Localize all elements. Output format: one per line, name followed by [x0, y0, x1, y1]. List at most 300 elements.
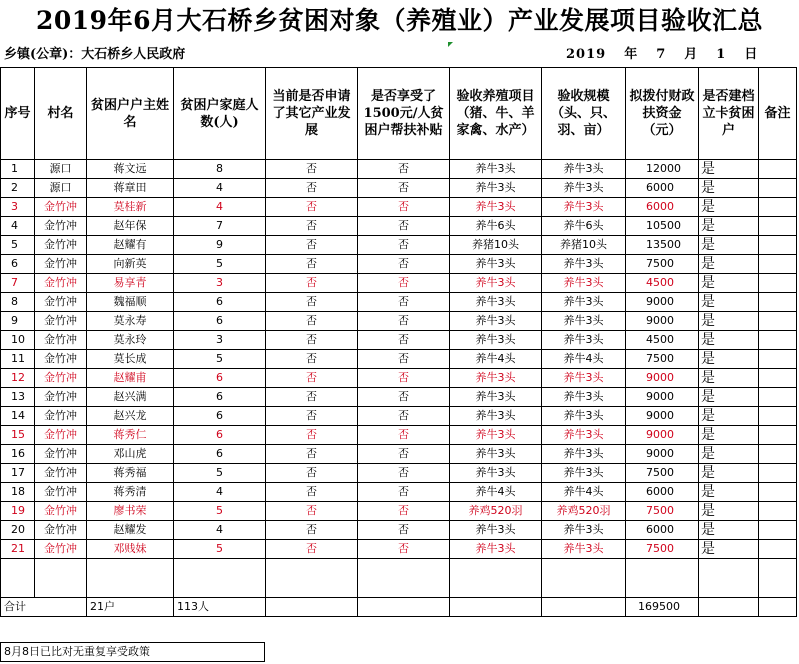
registered-poor-flag[interactable]: 是 — [699, 388, 759, 407]
remark-cell[interactable] — [759, 521, 797, 540]
household-head-name[interactable]: 邓山虎 — [87, 445, 174, 464]
registered-poor-flag[interactable]: 是 — [699, 274, 759, 293]
fund-amount[interactable]: 6000 — [626, 179, 699, 198]
table-row — [1, 388, 797, 407]
registered-poor-flag[interactable]: 是 — [699, 464, 759, 483]
remark-cell[interactable] — [759, 350, 797, 369]
unit-label: 乡镇(公章)：大石桥乡人民政府 — [4, 47, 186, 62]
date-day: 1 — [716, 47, 727, 62]
other-industry-applied[interactable]: 否 — [266, 388, 358, 407]
household-head-name[interactable]: 易享青 — [87, 274, 174, 293]
table-cell[interactable] — [174, 559, 266, 598]
table-cell[interactable] — [1, 559, 35, 598]
livestock-project[interactable]: 养牛3头 — [450, 160, 542, 179]
subsidy-received[interactable]: 否 — [358, 521, 450, 540]
village-name[interactable]: 金竹冲 — [35, 350, 87, 369]
remark-cell[interactable] — [759, 331, 797, 350]
livestock-project[interactable]: 养牛3头 — [450, 407, 542, 426]
household-size[interactable]: 6 — [174, 293, 266, 312]
household-size[interactable]: 6 — [174, 407, 266, 426]
household-size[interactable]: 7 — [174, 217, 266, 236]
subsidy-received[interactable]: 否 — [358, 198, 450, 217]
household-head-name[interactable]: 廖书荣 — [87, 502, 174, 521]
fund-amount[interactable]: 6000 — [626, 521, 699, 540]
registered-poor-flag[interactable]: 是 — [699, 255, 759, 274]
row-number[interactable]: 5 — [1, 236, 35, 255]
remark-cell[interactable] — [759, 369, 797, 388]
header-cell[interactable]: 拟拨付财政扶资金（元） — [626, 68, 699, 160]
cell-comment-marker[interactable] — [448, 42, 453, 47]
livestock-scale[interactable]: 养鸡520羽 — [542, 502, 626, 521]
livestock-project[interactable]: 养牛3头 — [450, 369, 542, 388]
fund-amount[interactable]: 9000 — [626, 312, 699, 331]
household-head-name[interactable]: 向新英 — [87, 255, 174, 274]
other-industry-applied[interactable]: 否 — [266, 217, 358, 236]
other-industry-applied[interactable]: 否 — [266, 540, 358, 559]
other-industry-applied[interactable]: 否 — [266, 369, 358, 388]
table-row — [1, 236, 797, 255]
village-name[interactable]: 金竹冲 — [35, 331, 87, 350]
village-name[interactable]: 金竹冲 — [35, 236, 87, 255]
subsidy-received[interactable]: 否 — [358, 255, 450, 274]
village-name[interactable]: 金竹冲 — [35, 312, 87, 331]
header-cell[interactable]: 验收规模（头、只、羽、亩） — [542, 68, 626, 160]
remark-cell[interactable] — [759, 540, 797, 559]
registered-poor-flag[interactable]: 是 — [699, 160, 759, 179]
household-head-name[interactable]: 莫桂新 — [87, 198, 174, 217]
household-size[interactable]: 5 — [174, 350, 266, 369]
subsidy-received[interactable]: 否 — [358, 540, 450, 559]
livestock-project[interactable]: 养牛3头 — [450, 426, 542, 445]
subsidy-received[interactable]: 否 — [358, 426, 450, 445]
household-size[interactable]: 6 — [174, 369, 266, 388]
table-cell[interactable] — [35, 559, 87, 598]
household-head-name[interactable]: 莫永寿 — [87, 312, 174, 331]
other-industry-applied[interactable]: 否 — [266, 426, 358, 445]
verification-note[interactable]: 8月8日已比对无重复享受政策 — [0, 642, 265, 662]
livestock-scale[interactable]: 养牛3头 — [542, 293, 626, 312]
total-amount[interactable]: 169500 — [626, 598, 699, 617]
livestock-project[interactable]: 养牛3头 — [450, 445, 542, 464]
fund-amount[interactable]: 9000 — [626, 407, 699, 426]
blank-row — [1, 559, 797, 598]
village-name[interactable]: 源口 — [35, 160, 87, 179]
other-industry-applied[interactable]: 否 — [266, 160, 358, 179]
livestock-project[interactable]: 养牛6头 — [450, 217, 542, 236]
livestock-scale[interactable]: 养牛3头 — [542, 160, 626, 179]
table-cell[interactable] — [266, 598, 358, 617]
subsidy-received[interactable]: 否 — [358, 445, 450, 464]
livestock-project[interactable]: 养猪10头 — [450, 236, 542, 255]
household-size[interactable]: 5 — [174, 255, 266, 274]
village-name[interactable]: 金竹冲 — [35, 502, 87, 521]
livestock-scale[interactable]: 养牛3头 — [542, 445, 626, 464]
livestock-project[interactable]: 养牛4头 — [450, 483, 542, 502]
registered-poor-flag[interactable]: 是 — [699, 350, 759, 369]
table-cell[interactable] — [542, 598, 626, 617]
household-size[interactable]: 9 — [174, 236, 266, 255]
livestock-scale[interactable]: 养牛6头 — [542, 217, 626, 236]
registered-poor-flag[interactable]: 是 — [699, 179, 759, 198]
row-number[interactable]: 7 — [1, 274, 35, 293]
village-name[interactable]: 金竹冲 — [35, 464, 87, 483]
household-size[interactable]: 8 — [174, 160, 266, 179]
table-row — [1, 407, 797, 426]
total-label[interactable]: 合计 — [1, 598, 87, 617]
fund-amount[interactable]: 9000 — [626, 426, 699, 445]
subsidy-received[interactable]: 否 — [358, 274, 450, 293]
livestock-project[interactable]: 养牛3头 — [450, 198, 542, 217]
remark-cell[interactable] — [759, 255, 797, 274]
subsidy-received[interactable]: 否 — [358, 502, 450, 521]
household-size[interactable]: 5 — [174, 540, 266, 559]
livestock-scale[interactable]: 养牛3头 — [542, 255, 626, 274]
livestock-project[interactable]: 养牛3头 — [450, 179, 542, 198]
header-row — [1, 68, 797, 160]
total-households[interactable]: 21户 — [87, 598, 174, 617]
row-number[interactable]: 8 — [1, 293, 35, 312]
fund-amount[interactable]: 12000 — [626, 160, 699, 179]
table-row — [1, 179, 797, 198]
livestock-project[interactable]: 养牛3头 — [450, 274, 542, 293]
other-industry-applied[interactable]: 否 — [266, 464, 358, 483]
table-row — [1, 502, 797, 521]
table-row — [1, 350, 797, 369]
table-row — [1, 255, 797, 274]
table-cell[interactable] — [450, 598, 542, 617]
livestock-scale[interactable]: 养牛3头 — [542, 369, 626, 388]
table-cell[interactable] — [626, 559, 699, 598]
header-cell[interactable]: 贫困户家庭人数(人) — [174, 68, 266, 160]
subsidy-received[interactable]: 否 — [358, 160, 450, 179]
other-industry-applied[interactable]: 否 — [266, 350, 358, 369]
fund-amount[interactable]: 7500 — [626, 502, 699, 521]
fund-amount[interactable]: 9000 — [626, 293, 699, 312]
household-head-name[interactable]: 蒋秀清 — [87, 483, 174, 502]
livestock-project[interactable]: 养牛3头 — [450, 540, 542, 559]
header-cell[interactable]: 当前是否申请了其它产业发展 — [266, 68, 358, 160]
livestock-project[interactable]: 养鸡520羽 — [450, 502, 542, 521]
household-head-name[interactable]: 赵耀甫 — [87, 369, 174, 388]
village-name[interactable]: 金竹冲 — [35, 521, 87, 540]
household-size[interactable]: 4 — [174, 198, 266, 217]
livestock-project[interactable]: 养牛4头 — [450, 350, 542, 369]
household-head-name[interactable]: 莫永玲 — [87, 331, 174, 350]
livestock-project[interactable]: 养牛3头 — [450, 388, 542, 407]
village-name[interactable]: 金竹冲 — [35, 198, 87, 217]
livestock-scale[interactable]: 养牛4头 — [542, 483, 626, 502]
household-size[interactable]: 5 — [174, 464, 266, 483]
subsidy-received[interactable]: 否 — [358, 179, 450, 198]
registered-poor-flag[interactable]: 是 — [699, 502, 759, 521]
remark-cell[interactable] — [759, 160, 797, 179]
registered-poor-flag[interactable]: 是 — [699, 198, 759, 217]
livestock-scale[interactable]: 养牛4头 — [542, 350, 626, 369]
livestock-scale[interactable]: 养牛3头 — [542, 521, 626, 540]
table-row — [1, 369, 797, 388]
report-date — [566, 44, 758, 66]
household-size[interactable]: 4 — [174, 483, 266, 502]
table-cell[interactable] — [358, 559, 450, 598]
table-cell[interactable] — [699, 598, 759, 617]
remark-cell[interactable] — [759, 236, 797, 255]
registered-poor-flag[interactable]: 是 — [699, 293, 759, 312]
registered-poor-flag[interactable]: 是 — [699, 445, 759, 464]
page-title: 2019年6月大石桥乡贫困对象（养殖业）产业发展项目验收汇总 — [36, 6, 763, 35]
fund-amount[interactable]: 9000 — [626, 388, 699, 407]
table-cell[interactable] — [450, 559, 542, 598]
table-cell[interactable] — [542, 559, 626, 598]
household-head-name[interactable]: 赵年保 — [87, 217, 174, 236]
table-row — [1, 540, 797, 559]
other-industry-applied[interactable]: 否 — [266, 236, 358, 255]
table-row — [1, 160, 797, 179]
subsidy-received[interactable]: 否 — [358, 312, 450, 331]
row-number[interactable]: 4 — [1, 217, 35, 236]
household-size[interactable]: 4 — [174, 521, 266, 540]
fund-amount[interactable]: 13500 — [626, 236, 699, 255]
household-head-name[interactable]: 赵兴满 — [87, 388, 174, 407]
livestock-scale[interactable]: 养牛3头 — [542, 274, 626, 293]
fund-amount[interactable]: 9000 — [626, 369, 699, 388]
table-body — [1, 160, 797, 617]
subsidy-received[interactable]: 否 — [358, 236, 450, 255]
household-head-name[interactable]: 赵耀有 — [87, 236, 174, 255]
other-industry-applied[interactable]: 否 — [266, 198, 358, 217]
table-row — [1, 483, 797, 502]
registered-poor-flag[interactable]: 是 — [699, 407, 759, 426]
row-number[interactable]: 21 — [1, 540, 35, 559]
remark-cell[interactable] — [759, 274, 797, 293]
total-people[interactable]: 113人 — [174, 598, 266, 617]
fund-amount[interactable]: 10500 — [626, 217, 699, 236]
other-industry-applied[interactable]: 否 — [266, 255, 358, 274]
table-row — [1, 312, 797, 331]
household-head-name[interactable]: 赵兴龙 — [87, 407, 174, 426]
row-number[interactable]: 16 — [1, 445, 35, 464]
other-industry-applied[interactable]: 否 — [266, 521, 358, 540]
header-cell[interactable]: 备注 — [759, 68, 797, 160]
header-cell[interactable]: 贫困户户主姓名 — [87, 68, 174, 160]
row-number[interactable]: 9 — [1, 312, 35, 331]
header-cell[interactable]: 村名 — [35, 68, 87, 160]
row-number[interactable]: 10 — [1, 331, 35, 350]
village-name[interactable]: 金竹冲 — [35, 483, 87, 502]
registered-poor-flag[interactable]: 是 — [699, 483, 759, 502]
livestock-scale[interactable]: 养牛3头 — [542, 426, 626, 445]
registered-poor-flag[interactable]: 是 — [699, 540, 759, 559]
other-industry-applied[interactable]: 否 — [266, 407, 358, 426]
row-number[interactable]: 15 — [1, 426, 35, 445]
village-name[interactable]: 金竹冲 — [35, 426, 87, 445]
village-name[interactable]: 金竹冲 — [35, 293, 87, 312]
table-row — [1, 198, 797, 217]
acceptance-table — [0, 67, 797, 617]
other-industry-applied[interactable]: 否 — [266, 312, 358, 331]
livestock-project[interactable]: 养牛3头 — [450, 293, 542, 312]
registered-poor-flag[interactable]: 是 — [699, 312, 759, 331]
fund-amount[interactable]: 6000 — [626, 483, 699, 502]
row-number[interactable]: 1 — [1, 160, 35, 179]
header-cell[interactable]: 是否建档立卡贫困户 — [699, 68, 759, 160]
remark-cell[interactable] — [759, 483, 797, 502]
other-industry-applied[interactable]: 否 — [266, 274, 358, 293]
other-industry-applied[interactable]: 否 — [266, 179, 358, 198]
village-name[interactable]: 源口 — [35, 179, 87, 198]
household-size[interactable]: 3 — [174, 274, 266, 293]
livestock-scale[interactable]: 养猪10头 — [542, 236, 626, 255]
registered-poor-flag[interactable]: 是 — [699, 369, 759, 388]
subsidy-received[interactable]: 否 — [358, 483, 450, 502]
village-name[interactable]: 金竹冲 — [35, 407, 87, 426]
household-head-name[interactable]: 莫长成 — [87, 350, 174, 369]
other-industry-applied[interactable]: 否 — [266, 445, 358, 464]
row-number[interactable]: 20 — [1, 521, 35, 540]
fund-amount[interactable]: 4500 — [626, 274, 699, 293]
table-cell[interactable] — [759, 559, 797, 598]
row-number[interactable]: 14 — [1, 407, 35, 426]
table-row — [1, 274, 797, 293]
registered-poor-flag[interactable]: 是 — [699, 217, 759, 236]
subsidy-received[interactable]: 否 — [358, 464, 450, 483]
household-head-name[interactable]: 邓贱妹 — [87, 540, 174, 559]
remark-cell[interactable] — [759, 426, 797, 445]
date-month: 7 — [656, 47, 667, 62]
registered-poor-flag[interactable]: 是 — [699, 236, 759, 255]
subsidy-received[interactable]: 否 — [358, 217, 450, 236]
registered-poor-flag[interactable]: 是 — [699, 331, 759, 350]
date-year: 2019 — [566, 47, 607, 62]
total-row — [1, 598, 797, 617]
livestock-scale[interactable]: 养牛3头 — [542, 179, 626, 198]
village-name[interactable]: 金竹冲 — [35, 540, 87, 559]
table-row — [1, 445, 797, 464]
livestock-scale[interactable]: 养牛3头 — [542, 198, 626, 217]
table-row — [1, 293, 797, 312]
row-number[interactable]: 3 — [1, 198, 35, 217]
other-industry-applied[interactable]: 否 — [266, 331, 358, 350]
remark-cell[interactable] — [759, 502, 797, 521]
village-name[interactable]: 金竹冲 — [35, 255, 87, 274]
village-name[interactable]: 金竹冲 — [35, 217, 87, 236]
table-cell[interactable] — [759, 598, 797, 617]
table-cell[interactable] — [266, 559, 358, 598]
row-number[interactable]: 19 — [1, 502, 35, 521]
fund-amount[interactable]: 7500 — [626, 350, 699, 369]
row-number[interactable]: 2 — [1, 179, 35, 198]
village-name[interactable]: 金竹冲 — [35, 388, 87, 407]
remark-cell[interactable] — [759, 445, 797, 464]
household-size[interactable]: 3 — [174, 331, 266, 350]
fund-amount[interactable]: 9000 — [626, 445, 699, 464]
table-row — [1, 426, 797, 445]
row-number[interactable]: 17 — [1, 464, 35, 483]
household-head-name[interactable]: 蒋秀仁 — [87, 426, 174, 445]
header-cell[interactable]: 验收养殖项目（猪、牛、羊家禽、水产） — [450, 68, 542, 160]
row-number[interactable]: 13 — [1, 388, 35, 407]
registered-poor-flag[interactable]: 是 — [699, 521, 759, 540]
table-cell[interactable] — [358, 598, 450, 617]
subsidy-received[interactable]: 否 — [358, 331, 450, 350]
registered-poor-flag[interactable]: 是 — [699, 426, 759, 445]
date-year-unit: 年 — [624, 47, 639, 62]
household-head-name[interactable]: 蒋文远 — [87, 160, 174, 179]
header-cell[interactable]: 序号 — [1, 68, 35, 160]
household-head-name[interactable]: 赵耀发 — [87, 521, 174, 540]
livestock-project[interactable]: 养牛3头 — [450, 312, 542, 331]
remark-cell[interactable] — [759, 217, 797, 236]
remark-cell[interactable] — [759, 464, 797, 483]
village-name[interactable]: 金竹冲 — [35, 445, 87, 464]
other-industry-applied[interactable]: 否 — [266, 483, 358, 502]
livestock-project[interactable]: 养牛3头 — [450, 464, 542, 483]
livestock-scale[interactable]: 养牛3头 — [542, 312, 626, 331]
subsidy-received[interactable]: 否 — [358, 350, 450, 369]
table-cell[interactable] — [87, 559, 174, 598]
subsidy-received[interactable]: 否 — [358, 293, 450, 312]
household-size[interactable]: 6 — [174, 426, 266, 445]
livestock-scale[interactable]: 养牛3头 — [542, 331, 626, 350]
remark-cell[interactable] — [759, 179, 797, 198]
livestock-scale[interactable]: 养牛3头 — [542, 464, 626, 483]
date-day-unit: 日 — [744, 47, 759, 62]
household-size[interactable]: 5 — [174, 502, 266, 521]
remark-cell[interactable] — [759, 312, 797, 331]
household-size[interactable]: 6 — [174, 388, 266, 407]
subsidy-received[interactable]: 否 — [358, 369, 450, 388]
remark-cell[interactable] — [759, 388, 797, 407]
other-industry-applied[interactable]: 否 — [266, 502, 358, 521]
fund-amount[interactable]: 7500 — [626, 464, 699, 483]
household-size[interactable]: 6 — [174, 312, 266, 331]
household-size[interactable]: 4 — [174, 179, 266, 198]
table-row — [1, 464, 797, 483]
fund-amount[interactable]: 7500 — [626, 255, 699, 274]
row-number[interactable]: 11 — [1, 350, 35, 369]
village-name[interactable]: 金竹冲 — [35, 369, 87, 388]
table-row — [1, 521, 797, 540]
livestock-project[interactable]: 养牛3头 — [450, 255, 542, 274]
household-head-name[interactable]: 蒋章田 — [87, 179, 174, 198]
remark-cell[interactable] — [759, 293, 797, 312]
livestock-scale[interactable]: 养牛3头 — [542, 388, 626, 407]
subsidy-received[interactable]: 否 — [358, 388, 450, 407]
fund-amount[interactable]: 6000 — [626, 198, 699, 217]
remark-cell[interactable] — [759, 198, 797, 217]
livestock-scale[interactable]: 养牛3头 — [542, 540, 626, 559]
row-number[interactable]: 18 — [1, 483, 35, 502]
livestock-project[interactable]: 养牛3头 — [450, 521, 542, 540]
household-head-name[interactable]: 魏福顺 — [87, 293, 174, 312]
other-industry-applied[interactable]: 否 — [266, 293, 358, 312]
table-row — [1, 331, 797, 350]
fund-amount[interactable]: 4500 — [626, 331, 699, 350]
household-size[interactable]: 6 — [174, 445, 266, 464]
table-cell[interactable] — [699, 559, 759, 598]
row-number[interactable]: 6 — [1, 255, 35, 274]
household-head-name[interactable]: 蒋秀福 — [87, 464, 174, 483]
fund-amount[interactable]: 7500 — [626, 540, 699, 559]
livestock-scale[interactable]: 养牛3头 — [542, 407, 626, 426]
date-month-unit: 月 — [684, 47, 699, 62]
subsidy-received[interactable]: 否 — [358, 407, 450, 426]
header-cell[interactable]: 是否享受了1500元/人贫困户帮扶补贴 — [358, 68, 450, 160]
row-number[interactable]: 12 — [1, 369, 35, 388]
village-name[interactable]: 金竹冲 — [35, 274, 87, 293]
table-row — [1, 217, 797, 236]
livestock-project[interactable]: 养牛3头 — [450, 331, 542, 350]
remark-cell[interactable] — [759, 407, 797, 426]
